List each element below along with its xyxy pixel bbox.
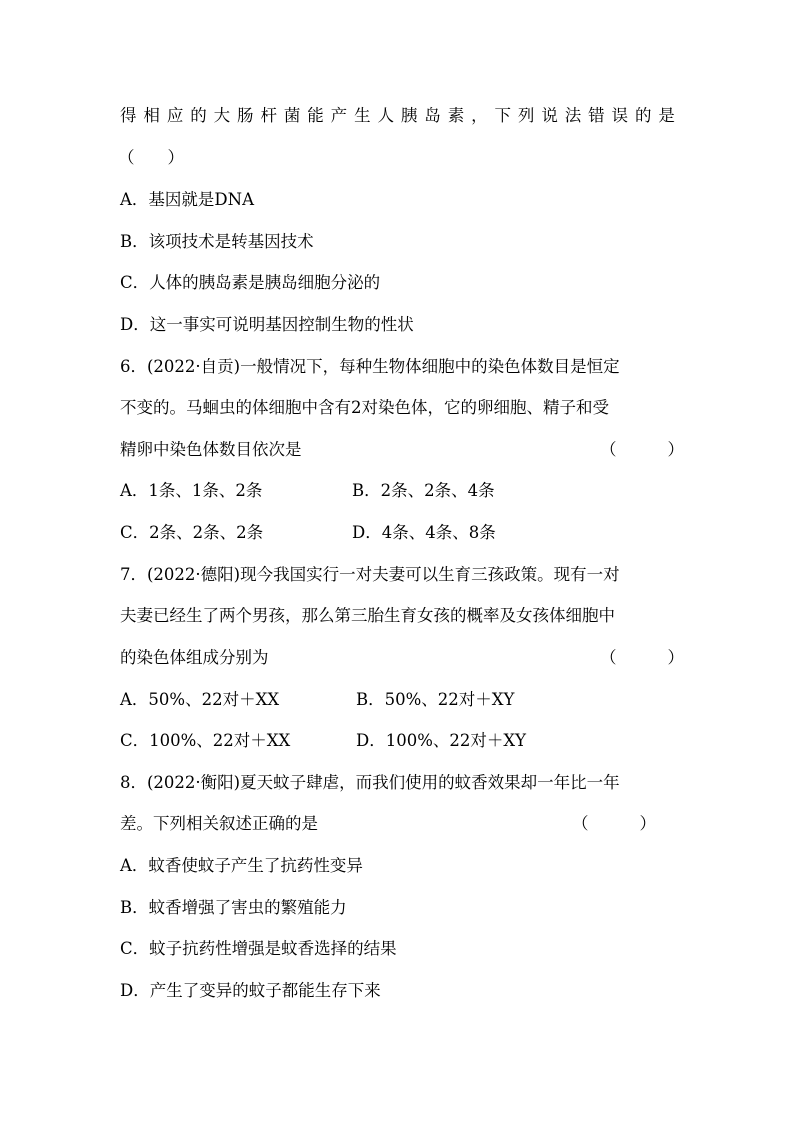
question-7-line-1: 7．(2022·德阳)现今我国实行一对夫妻可以生育三孩政策。现有一对 bbox=[120, 565, 620, 584]
stem-char: 相 bbox=[143, 106, 160, 125]
question-8-option-b: B．蚊香增强了害虫的繁殖能力 bbox=[120, 898, 347, 917]
question-5-option-c: C．人体的胰岛素是胰岛细胞分泌的 bbox=[120, 273, 381, 292]
stem-char: 能 bbox=[307, 106, 324, 125]
question-7-option-d: D．100%、22对＋XY bbox=[356, 731, 527, 750]
stem-char: ， bbox=[471, 106, 488, 125]
stem-char: 菌 bbox=[283, 106, 301, 125]
stem-char: 的 bbox=[634, 106, 652, 125]
question-5-option-d: D．这一事实可说明基因控制生物的性状 bbox=[120, 315, 414, 334]
stem-char: 下 bbox=[494, 106, 511, 125]
question-8-line-2: 差。下列相关叙述正确的是 bbox=[120, 814, 318, 833]
question-6-option-a: A．1条、1条、2条 bbox=[120, 481, 263, 500]
stem-char: 的 bbox=[190, 106, 207, 125]
question-5-option-a: A．基因就是DNA bbox=[120, 190, 254, 209]
stem-char: 法 bbox=[564, 106, 582, 125]
question-7-line-2: 夫妻已经生了两个男孩，那么第三胎生育女孩的概率及女孩体细胞中 bbox=[120, 606, 615, 625]
stem-char: 列 bbox=[517, 106, 535, 125]
question-6-answer-blank: （ ） bbox=[600, 440, 690, 459]
question-6-option-c: C．2条、2条、2条 bbox=[120, 523, 264, 542]
question-7-line-3: 的染色体组成分别为 bbox=[120, 648, 269, 667]
question-8-answer-blank: （ ） bbox=[572, 814, 662, 833]
stem-char: 杆 bbox=[260, 106, 277, 125]
stem-char: 大 bbox=[213, 106, 231, 125]
stem-char: 误 bbox=[611, 106, 629, 125]
question-6-option-b: B．2条、2条、4条 bbox=[352, 481, 495, 500]
stem-char: 人 bbox=[377, 106, 394, 125]
question-8-option-d: D．产生了变异的蚊子都能生存下来 bbox=[120, 981, 381, 1000]
stem-char: 素 bbox=[447, 106, 465, 125]
stem-char: 是 bbox=[658, 106, 675, 125]
stem-char: 应 bbox=[166, 106, 184, 125]
question-8-option-a: A．蚊香使蚊子产生了抗药性变异 bbox=[120, 856, 363, 875]
question-6-line-3: 精卵中染色体数目依次是 bbox=[120, 440, 302, 459]
question-5-answer-blank: （ ） bbox=[118, 148, 184, 167]
stem-char: 岛 bbox=[424, 106, 441, 125]
question-5-option-b: B．该项技术是转基因技术 bbox=[120, 232, 314, 251]
stem-char: 错 bbox=[588, 106, 605, 125]
stem-char: 肠 bbox=[237, 106, 254, 125]
question-7-option-a: A．50%、22对＋XX bbox=[120, 690, 280, 709]
question-6-line-1: 6．(2022·自贡)一般情况下，每种生物体细胞中的染色体数目是恒定 bbox=[120, 357, 620, 376]
stem-char: 说 bbox=[541, 106, 558, 125]
stem-char: 胰 bbox=[400, 106, 418, 125]
question-8-option-c: C．蚊子抗药性增强是蚊香选择的结果 bbox=[120, 939, 397, 958]
question-7-option-c: C．100%、22对＋XX bbox=[120, 731, 291, 750]
question-6-option-d: D．4条、4条、8条 bbox=[352, 523, 496, 542]
stem-char: 生 bbox=[354, 106, 371, 125]
question-6-line-2: 不变的。马蛔虫的体细胞中含有2对染色体，它的卵细胞、精子和受 bbox=[120, 398, 609, 417]
question-5-stem-tail bbox=[120, 104, 675, 128]
question-7-option-b: B．50%、22对＋XY bbox=[356, 690, 515, 709]
question-7-answer-blank: （ ） bbox=[600, 648, 690, 667]
stem-char: 得 bbox=[120, 106, 137, 125]
stem-char: 产 bbox=[330, 106, 348, 125]
question-8-line-1: 8．(2022·衡阳)夏天蚊子肆虐，而我们使用的蚊香效果却一年比一年 bbox=[120, 773, 620, 792]
